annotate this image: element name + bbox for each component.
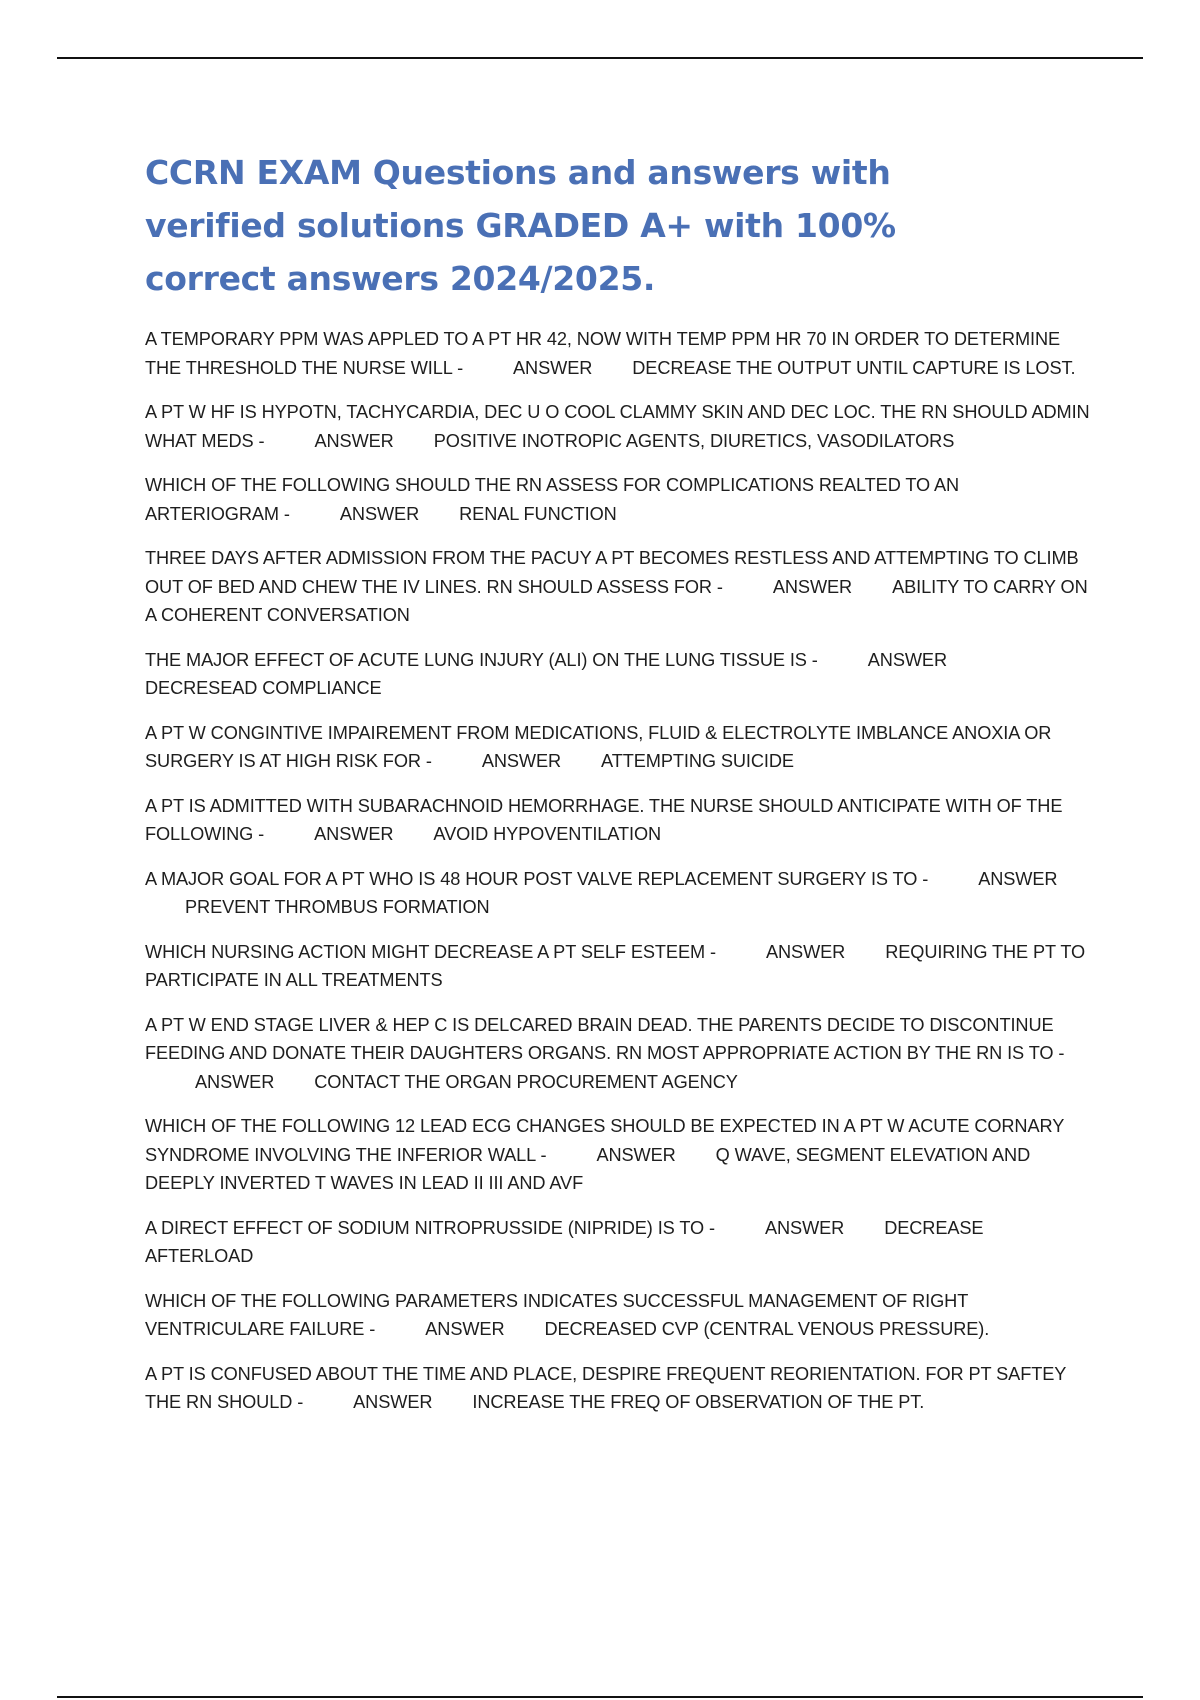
answer-text: ABILITY TO CARRY ON A COHERENT CONVERSATION [145, 576, 1088, 625]
answer-label: ANSWER [353, 1392, 433, 1412]
answer-label: ANSWER [764, 1217, 845, 1238]
answer-label: ANSWER [596, 1144, 676, 1165]
question-text: A PT W HF IS HYPOTN, TACHYCARDIA, DEC U O COOL CLAMMY SKIN AND DEC LOC. THE RN SHOULD ADMIN WHAT MEDS - [145, 402, 1090, 451]
qa-item [145, 471, 1095, 528]
answer-text: DECRESEAD COMPLIANCE [145, 678, 382, 698]
question-text: A PT W CONGINTIVE IMPAIREMENT FROM MEDICATIONS, FLUID & ELECTROLYTE IMBLANCE ANOXIA OR SURGERY IS AT HIGH RISK FOR - [145, 722, 1052, 771]
answer-text: INCREASE THE FREQ OF OBSERVATION OF THE PT. [472, 1392, 925, 1412]
answer-label: ANSWER [513, 357, 593, 378]
answer-text: AVOID HYPOVENTILATION [433, 824, 662, 844]
question-text: A PT W END STAGE LIVER & HEP C IS DELCARED BRAIN DEAD. THE PARENTS DECIDE TO DISCONTINUE FEEDING AND DONATE THEIR DAUGHTERS ORGANS. RN MOST APPROPRIATE ACTION BY THE RN IS TO - [145, 1014, 1065, 1063]
answer-label: ANSWER [765, 941, 846, 962]
question-text: THREE DAYS AFTER ADMISSION FROM THE PACUY A PT BECOMES RESTLESS AND ATTEMPTING TO CLIMB OUT OF BED AND CHEW THE IV LINES. RN SHOULD ASSESS FOR - [145, 548, 1079, 597]
answer-label: ANSWER [195, 1071, 275, 1092]
qa-item [145, 1011, 1095, 1097]
question-text: WHICH OF THE FOLLOWING 12 LEAD ECG CHANGES SHOULD BE EXPECTED IN A PT W ACUTE CORNARY SYNDROME INVOLVING THE INFERIOR WALL - [145, 1116, 1064, 1165]
qa-item [145, 1112, 1095, 1198]
question-text: WHICH OF THE FOLLOWING PARAMETERS INDICATES SUCCESSFUL MANAGEMENT OF RIGHT VENTRICULARE FAILURE - [145, 1290, 968, 1339]
qa-item [145, 398, 1095, 455]
question-text: A MAJOR GOAL FOR A PT WHO IS 48 HOUR POST VALVE REPLACEMENT SURGERY IS TO - [145, 868, 929, 889]
answer-label: ANSWER [314, 824, 394, 844]
bottom-rule [57, 1696, 1143, 1698]
document-body [145, 146, 1095, 1433]
answer-label: ANSWER [978, 868, 1058, 889]
answer-text: DECREASE THE OUTPUT UNTIL CAPTURE IS LOST. [632, 357, 1076, 378]
answer-text: Q WAVE, SEGMENT ELEVATION AND DEEPLY INVERTED T WAVES IN LEAD II III AND AVF [145, 1144, 1031, 1193]
qa-item [145, 646, 1095, 703]
question-text: A TEMPORARY PPM WAS APPLED TO A PT HR 42, NOW WITH TEMP PPM HR 70 IN ORDER TO DETERMINE THE THRESHOLD THE NURSE WILL - [145, 329, 1061, 378]
top-rule [57, 57, 1143, 59]
qa-item [145, 1360, 1095, 1417]
qa-item [145, 325, 1095, 382]
qa-item [145, 1214, 1095, 1271]
answer-text: POSITIVE INOTROPIC AGENTS, DIURETICS, VASODILATORS [433, 430, 955, 451]
qa-item [145, 865, 1095, 922]
answer-label: ANSWER [425, 1319, 505, 1339]
document-title: CCRN EXAM Questions and answers with verified solutions GRADED A+ with 100% correct answers 2024/2025. [145, 153, 896, 298]
answer-label: ANSWER [339, 503, 420, 524]
answer-text: DECREASED CVP (CENTRAL VENOUS PRESSURE). [544, 1319, 990, 1339]
answer-label: ANSWER [772, 576, 853, 597]
answer-text: CONTACT THE ORGAN PROCUREMENT AGENCY [314, 1071, 738, 1092]
qa-item [145, 792, 1095, 849]
answer-label: ANSWER [481, 751, 562, 771]
qa-item [145, 719, 1095, 776]
answer-label: ANSWER [314, 430, 394, 451]
qa-item [145, 1287, 1095, 1344]
answer-text: ATTEMPTING SUICIDE [601, 751, 794, 771]
qa-list [145, 325, 1095, 1417]
answer-text: PREVENT THROMBUS FORMATION [185, 897, 490, 917]
question-text: WHICH OF THE FOLLOWING SHOULD THE RN ASSESS FOR COMPLICATIONS REALTED TO AN ARTERIOGRAM - [145, 475, 960, 524]
answer-text: RENAL FUNCTION [459, 503, 617, 524]
answer-text: DECREASE AFTERLOAD [145, 1217, 984, 1266]
qa-item [145, 544, 1095, 630]
answer-text: REQUIRING THE PT TO PARTICIPATE IN ALL TREATMENTS [145, 941, 1086, 990]
qa-item [145, 938, 1095, 995]
question-text: THE MAJOR EFFECT OF ACUTE LUNG INJURY (ALI) ON THE LUNG TISSUE IS - [145, 649, 818, 670]
question-text: WHICH NURSING ACTION MIGHT DECREASE A PT SELF ESTEEM - [145, 941, 716, 962]
question-text: A PT IS ADMITTED WITH SUBARACHNOID HEMORRHAGE. THE NURSE SHOULD ANTICIPATE WITH OF THE FOLLOWING - [145, 795, 1063, 844]
question-text: A DIRECT EFFECT OF SODIUM NITROPRUSSIDE (NIPRIDE) IS TO - [145, 1217, 715, 1238]
answer-label: ANSWER [867, 649, 947, 670]
question-text: A PT IS CONFUSED ABOUT THE TIME AND PLACE, DESPIRE FREQUENT REORIENTATION. FOR PT SAFTEY THE RN SHOULD - [145, 1363, 1066, 1412]
